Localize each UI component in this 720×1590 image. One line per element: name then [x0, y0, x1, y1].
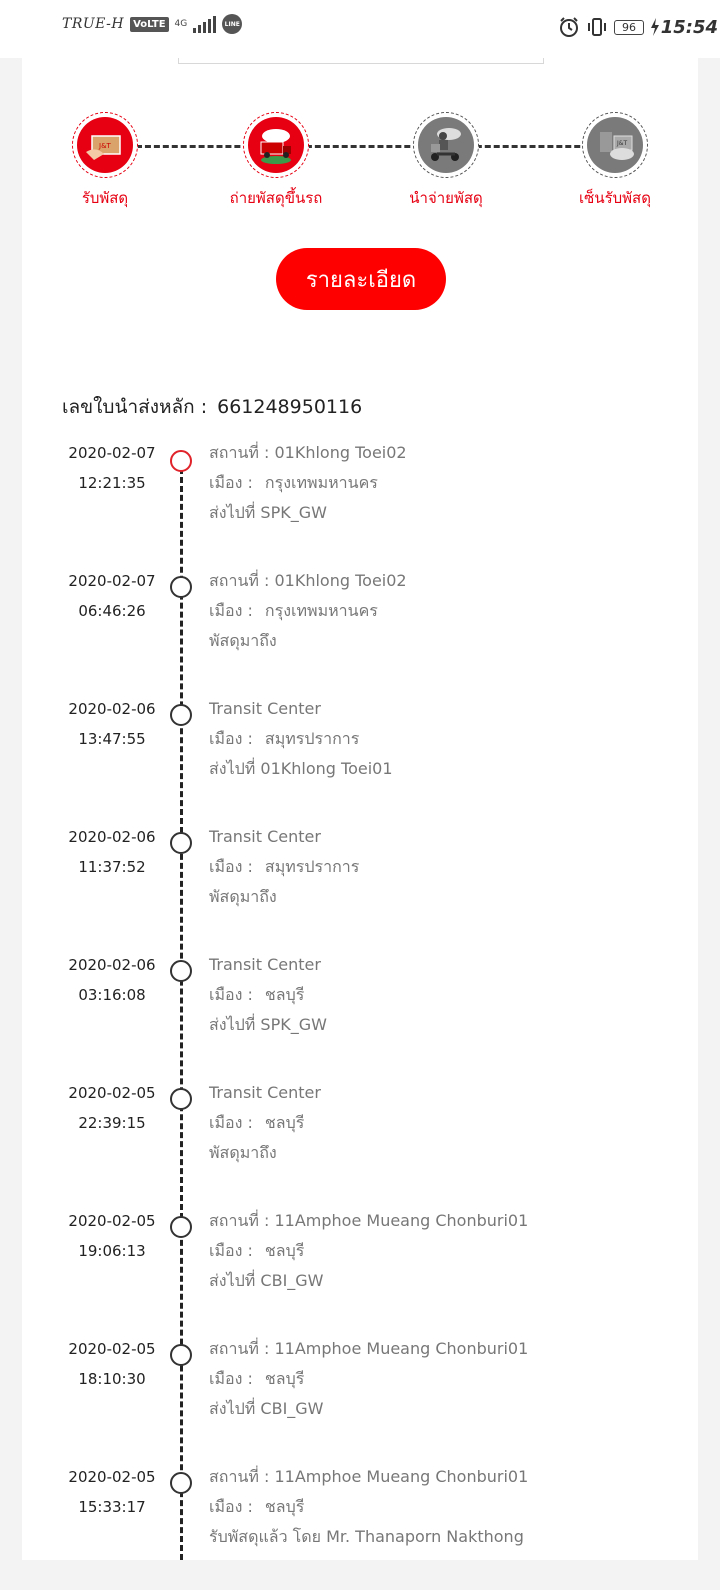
event-time: 12:21:35 [78, 474, 146, 492]
waybill-number [62, 392, 362, 422]
timeline-dot [170, 1472, 192, 1494]
event-date: 2020-02-06 [68, 956, 156, 974]
city-label: เมือง : [209, 857, 253, 876]
city-label: เมือง : [209, 601, 253, 620]
step-delivering [376, 112, 516, 210]
timeline-entry [22, 950, 698, 1078]
timeline-entry [22, 694, 698, 822]
event-time: 06:46:26 [78, 602, 146, 620]
scooter-courier-icon [418, 117, 474, 173]
timeline-entry [22, 1462, 698, 1590]
event-city: ชลบุรี [264, 1241, 305, 1260]
event-status: ส่งไปที่ SPK_GW [209, 1015, 327, 1034]
timeline-dot [170, 960, 192, 982]
timeline-dot [170, 576, 192, 598]
timeline-entry [22, 1334, 698, 1462]
event-city: ชลบุรี [264, 1369, 305, 1388]
event-status: ส่งไปที่ CBI_GW [209, 1271, 324, 1290]
battery-icon: 96 [614, 20, 644, 35]
timeline-dot [170, 1088, 192, 1110]
event-city: ชลบุรี [264, 1113, 305, 1132]
event-location: สถานที่ : 11Amphoe Mueang Chonburi01 [209, 1211, 529, 1230]
event-city: ชลบุรี [264, 985, 305, 1004]
event-location: สถานที่ : 11Amphoe Mueang Chonburi01 [209, 1467, 529, 1486]
line-app-icon: LINE [222, 14, 242, 34]
timeline-entry [22, 822, 698, 950]
step-signed [545, 112, 685, 210]
waybill-label: เลขใบนำส่งหลัก : [62, 396, 208, 418]
timeline-dot [170, 704, 192, 726]
event-location: สถานที่ : 01Khlong Toei02 [209, 571, 407, 590]
event-status: พัสดุมาถึง [209, 887, 277, 906]
alarm-icon [558, 16, 580, 38]
event-location: Transit Center [209, 955, 321, 974]
event-date: 2020-02-07 [68, 572, 156, 590]
svg-text:J&T: J&T [99, 142, 111, 150]
timeline-dot [170, 1344, 192, 1366]
event-location: สถานที่ : 01Khlong Toei02 [209, 443, 407, 462]
event-location: Transit Center [209, 699, 321, 718]
event-status: พัสดุมาถึง [209, 631, 277, 650]
status-left [62, 14, 242, 34]
event-status: รับพัสดุแล้ว โดย Mr. Thanaporn Nakthong [209, 1527, 524, 1546]
event-date: 2020-02-07 [68, 444, 156, 462]
event-status: ส่งไปที่ 01Khlong Toei01 [209, 759, 393, 778]
waybill-value: 661248950116 [217, 396, 363, 418]
network-type: 4G [174, 18, 188, 29]
step-label-received: รับพัสดุ [81, 189, 129, 207]
step-label-delivering: นำจ่ายพัสดุ [409, 189, 483, 207]
event-date: 2020-02-05 [68, 1340, 156, 1358]
event-date: 2020-02-06 [68, 828, 156, 846]
city-label: เมือง : [209, 985, 253, 1004]
step-label-loaded: ถ่ายพัสดุขึ้นรถ [229, 189, 323, 207]
event-location: Transit Center [209, 1083, 321, 1102]
charging-icon [650, 18, 660, 36]
event-city: ชลบุรี [264, 1497, 305, 1516]
event-location: สถานที่ : 11Amphoe Mueang Chonburi01 [209, 1339, 529, 1358]
event-time: 18:10:30 [78, 1370, 146, 1388]
search-field-bottom-edge[interactable] [178, 58, 544, 64]
event-time: 13:47:55 [78, 730, 146, 748]
timeline-entry [22, 1078, 698, 1206]
event-status: ส่งไปที่ CBI_GW [209, 1399, 324, 1418]
city-label: เมือง : [209, 1369, 253, 1388]
details-button[interactable]: รายละเอียด [276, 248, 446, 310]
clock: 15:54 [660, 17, 718, 38]
status-right [558, 16, 660, 38]
timeline-dot [170, 832, 192, 854]
step-loaded [206, 112, 346, 210]
city-label: เมือง : [209, 729, 253, 748]
timeline-entry [22, 566, 698, 694]
event-date: 2020-02-05 [68, 1212, 156, 1230]
event-date: 2020-02-05 [68, 1468, 156, 1486]
event-location: Transit Center [209, 827, 321, 846]
timeline-entry [22, 438, 698, 566]
event-time: 19:06:13 [78, 1242, 146, 1260]
tracking-card [22, 58, 698, 1560]
signal-icon [193, 15, 216, 33]
city-label: เมือง : [209, 1497, 253, 1516]
event-time: 11:37:52 [78, 858, 146, 876]
event-time: 03:16:08 [78, 986, 146, 1004]
signed-package-icon [587, 117, 643, 173]
event-time: 15:33:17 [78, 1498, 146, 1516]
event-city: สมุทรปราการ [264, 857, 360, 876]
delivery-truck-icon [248, 117, 304, 173]
step-label-signed: เซ็นรับพัสดุ [579, 189, 651, 207]
city-label: เมือง : [209, 473, 253, 492]
carrier-name: TRUE-H [62, 16, 125, 32]
city-label: เมือง : [209, 1241, 253, 1260]
volte-badge: VoLTE [130, 17, 168, 32]
event-city: กรุงเทพมหานคร [264, 473, 378, 492]
event-city: สมุทรปราการ [264, 729, 360, 748]
event-time: 22:39:15 [78, 1114, 146, 1132]
svg-text:J&T: J&T [617, 140, 628, 147]
city-label: เมือง : [209, 1113, 253, 1132]
timeline-dot [170, 1216, 192, 1238]
event-status: ส่งไปที่ SPK_GW [209, 503, 327, 522]
timeline-entry [22, 1206, 698, 1334]
step-received [35, 112, 175, 210]
event-date: 2020-02-05 [68, 1084, 156, 1102]
package-handover-icon [77, 117, 133, 173]
event-city: กรุงเทพมหานคร [264, 601, 378, 620]
event-date: 2020-02-06 [68, 700, 156, 718]
timeline-dot-current [170, 450, 192, 472]
status-bar [0, 0, 720, 58]
vibrate-icon [586, 16, 608, 38]
event-status: พัสดุมาถึง [209, 1143, 277, 1162]
